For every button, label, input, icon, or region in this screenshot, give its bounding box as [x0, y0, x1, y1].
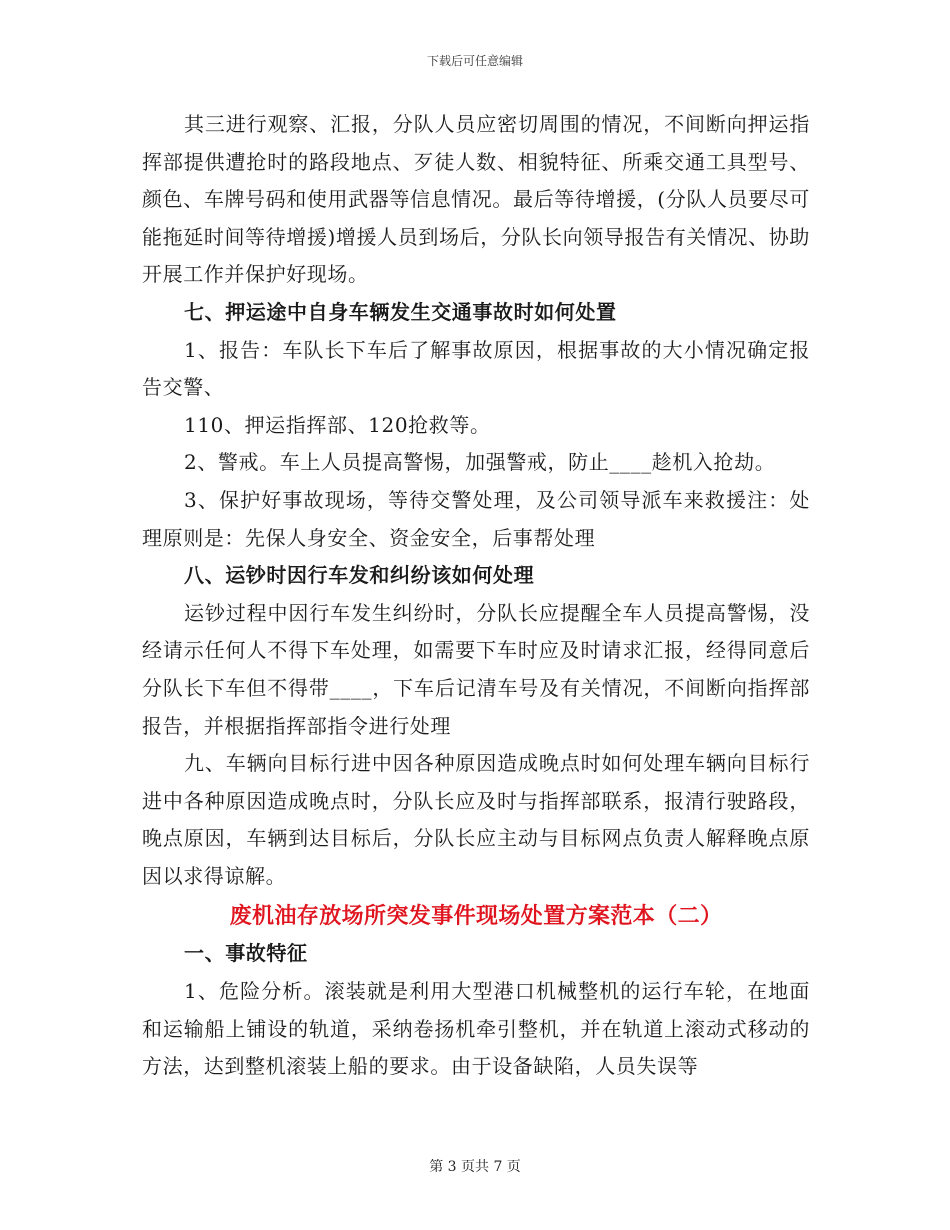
heading-eight: 八、运钞时因行车发和纠纷该如何处理	[184, 563, 535, 588]
heading-seven: 七、押运途中自身车辆发生交通事故时如何处置	[184, 299, 617, 324]
paragraph-report: 1、报告：车队长下车后了解事故原因，根据事故的大小情况确定报告交警、	[142, 337, 810, 400]
page-header: 下载后可任意编辑	[426, 54, 523, 68]
section-title: 废机油存放场所突发事件现场处置方案范本（二）	[229, 903, 723, 930]
paragraph-110: 110、押运指挥部、120抢救等。	[184, 412, 491, 437]
section-paragraph: 1、危险分析。滚装就是利用大型港口机械整机的运行车轮，在地面和运输船上铺设的轨道，采纳卷扬机牵引整机，并在轨道上滚动式移动的方法，达到整机滚装上船的要求。由于设备缺陷，人员失误等	[142, 979, 810, 1079]
page-footer: 第 3 页共 7 页	[429, 1159, 521, 1175]
document-body	[142, 106, 810, 1086]
paragraph-dispute: 运钞过程中因行车发生纠纷时，分队长应提醒全车人员提高警惕，没经请示任何人不得下车处理，如需要下车时应及时请求汇报，经得同意后分队长下车但不得带____，下车后记清车号及有关情况，不间断向指挥部报告，并根据指挥部指令进行处理	[142, 600, 810, 738]
paragraph-alert: 2、警戒。车上人员提高警惕，加强警戒，防止____趁机入抢劫。	[184, 450, 776, 475]
paragraph-nine: 九、车辆向目标行进中因各种原因造成晚点时如何处理车辆向目标行进中各种原因造成晚点时，分队长应及时与指挥部联系，报清行驶路段，晚点原因，车辆到达目标后，分队长应主动与目标网点负责人解释晚点原因以求得谅解。	[142, 751, 810, 888]
paragraph-protect-scene: 3、保护好事故现场，等待交警处理，及公司领导派车来救援注：处理原则是：先保人身安全、资金安全，后事帮处理	[142, 487, 810, 550]
paragraph-observe-report: 其三进行观察、汇报，分队人员应密切周围的情况，不间断向押运指挥部提供遭抢时的路段地点、歹徒人数、相貌特征、所乘交通工具型号、颜色、车牌号码和使用武器等信息情况。最后等待增援，(分队人员要尽可能拖延时间等待增援)增援人员到场后，分队长向领导报告有关情况、协助开展工作并保护好现场。	[142, 112, 810, 287]
section-heading: 一、事故特征	[184, 941, 308, 966]
